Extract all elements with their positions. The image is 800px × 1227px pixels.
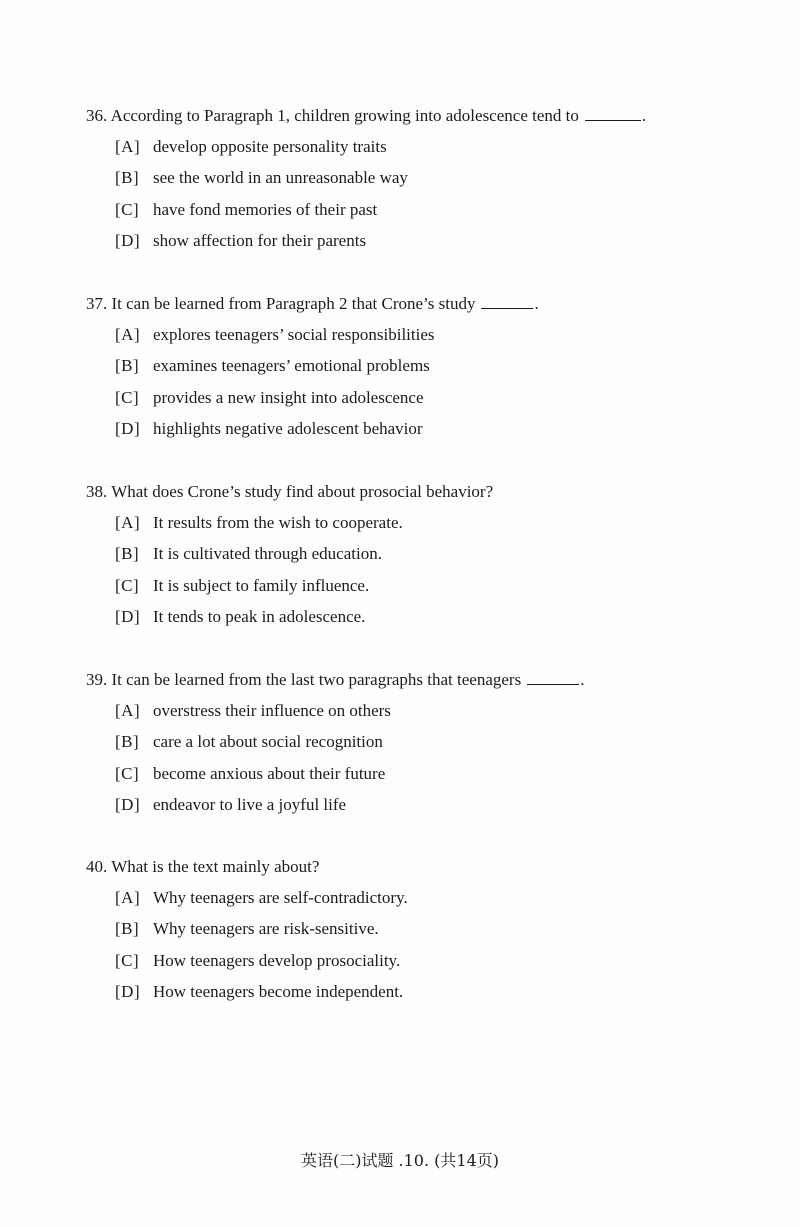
question-39: [86, 669, 736, 825]
answer-blank: [481, 294, 533, 309]
option-d: [115, 981, 736, 1003]
option-text: see the world in an unreasonable way: [153, 168, 408, 188]
option-text: How teenagers become independent.: [153, 981, 404, 1001]
option-letter: [D]: [115, 981, 141, 1001]
option-letter: [C]: [115, 199, 140, 219]
option-text: explores teenagers’ social responsibilities: [153, 325, 435, 344]
option-list: [86, 700, 736, 816]
option-a: [115, 324, 736, 346]
option-text: care a lot about social recognition: [153, 732, 383, 752]
option-a: [115, 887, 736, 909]
option-text: overstress their influence on others: [153, 701, 391, 720]
question-40: [86, 856, 736, 1012]
question-stem: [86, 293, 736, 315]
option-b: [115, 355, 736, 377]
option-text: How teenagers develop prosociality.: [153, 950, 401, 970]
answer-blank: [527, 670, 579, 685]
option-b: [115, 731, 736, 753]
option-c: [115, 575, 736, 597]
option-a: [115, 136, 736, 158]
question-stem: [86, 856, 736, 878]
option-b: [115, 918, 736, 940]
question-text: What does Crone’s study find about prosocial behavior?: [111, 482, 494, 501]
option-list: [86, 887, 736, 1003]
answer-blank: [585, 106, 641, 121]
option-a: [115, 700, 736, 722]
option-letter: [A]: [115, 137, 141, 156]
option-list: [86, 512, 736, 628]
option-letter: [A]: [115, 325, 141, 344]
question-text: It can be learned from the last two paragraphs that teenagers: [111, 670, 522, 689]
option-c: [115, 950, 736, 972]
option-letter: [A]: [115, 888, 141, 907]
question-stem: [86, 669, 736, 691]
option-text: It results from the wish to cooperate.: [153, 513, 403, 532]
option-letter: [C]: [115, 387, 140, 407]
question-number: 38.: [86, 482, 108, 501]
option-letter: [D]: [115, 230, 141, 250]
stem-period: .: [641, 106, 647, 125]
question-text: According to Paragraph 1, children growing into adolescence tend to: [110, 106, 579, 125]
option-text: endeavor to live a joyful life: [153, 794, 347, 814]
option-text: It is subject to family influence.: [153, 575, 370, 595]
question-36: [86, 105, 736, 261]
option-text: Why teenagers are risk-sensitive.: [153, 919, 379, 939]
question-text: It can be learned from Paragraph 2 that Crone’s study: [111, 294, 476, 313]
option-text: develop opposite personality traits: [153, 137, 387, 156]
option-letter: [C]: [115, 950, 140, 970]
option-text: provides a new insight into adolescence: [153, 387, 424, 407]
question-number: 40.: [86, 857, 108, 876]
question-38: [86, 481, 736, 637]
option-text: become anxious about their future: [153, 763, 386, 783]
option-letter: [C]: [115, 575, 140, 595]
option-c: [115, 763, 736, 785]
option-list: [86, 136, 736, 252]
option-letter: [D]: [115, 794, 141, 814]
option-d: [115, 794, 736, 816]
question-number: 37.: [86, 294, 108, 313]
stem-period: .: [534, 294, 539, 313]
question-text: What is the text mainly about?: [111, 857, 320, 876]
option-text: It tends to peak in adolescence.: [153, 606, 366, 626]
option-b: [115, 167, 736, 189]
option-letter: [B]: [115, 919, 140, 939]
option-d: [115, 230, 736, 252]
option-letter: [B]: [115, 732, 140, 752]
page-footer: 英语(二)试题 .10. (共14页): [300, 1151, 500, 1170]
option-list: [86, 324, 736, 440]
option-d: [115, 606, 736, 628]
option-b: [115, 543, 736, 565]
stem-period: .: [580, 670, 585, 689]
question-37: [86, 293, 736, 449]
question-stem: [86, 481, 736, 503]
option-letter: [D]: [115, 606, 141, 626]
option-text: highlights negative adolescent behavior: [153, 418, 423, 438]
option-c: [115, 199, 736, 221]
option-letter: [B]: [115, 356, 140, 376]
question-number: 39.: [86, 670, 108, 689]
option-letter: [B]: [115, 168, 140, 188]
option-letter: [B]: [115, 544, 140, 564]
option-letter: [C]: [115, 763, 140, 783]
option-letter: [D]: [115, 418, 141, 438]
option-letter: [A]: [115, 701, 141, 720]
option-text: show affection for their parents: [153, 230, 367, 250]
option-c: [115, 387, 736, 409]
option-letter: [A]: [115, 513, 141, 532]
option-d: [115, 418, 736, 440]
option-text: It is cultivated through education.: [153, 544, 382, 564]
option-text: Why teenagers are self-contradictory.: [153, 888, 408, 907]
question-number: 36.: [86, 106, 108, 125]
option-text: examines teenagers’ emotional problems: [153, 356, 430, 376]
question-stem: [86, 105, 736, 127]
option-a: [115, 512, 736, 534]
option-text: have fond memories of their past: [153, 199, 378, 219]
